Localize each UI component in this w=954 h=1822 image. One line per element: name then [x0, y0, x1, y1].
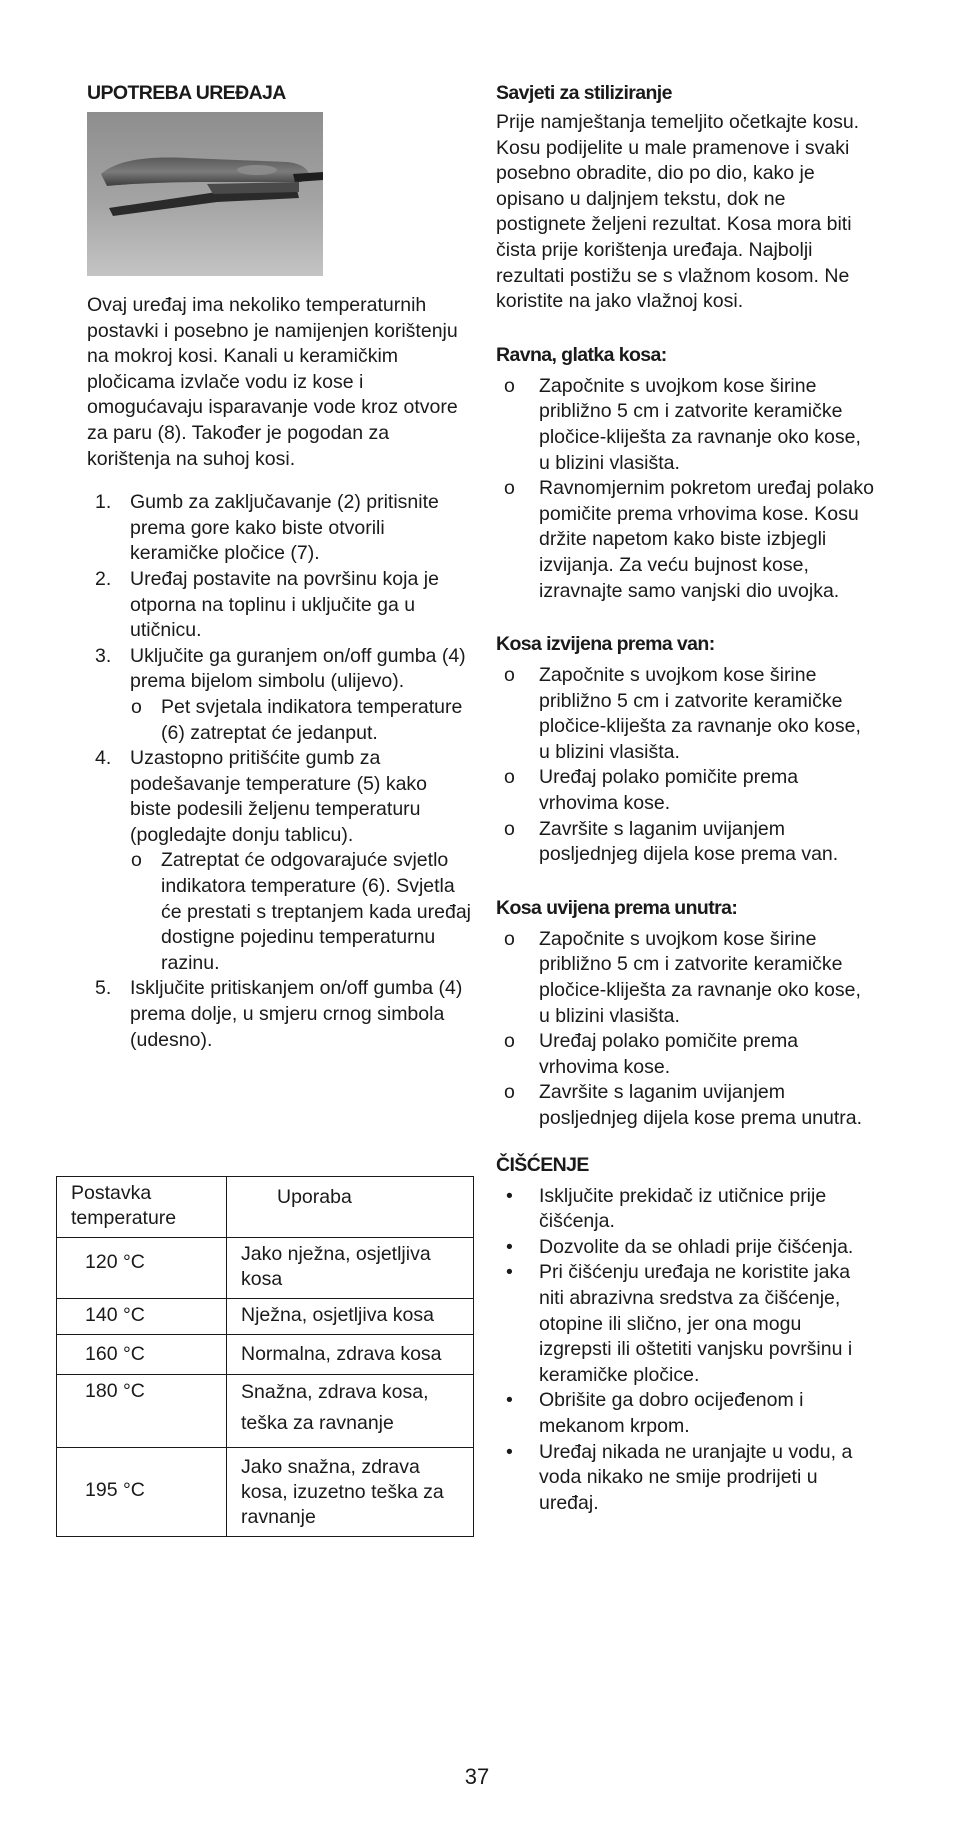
section-heading-usage: UPOTREBA UREĐAJA — [87, 82, 286, 104]
step-number: 5. — [95, 977, 112, 1000]
list-text: Obrišite ga dobro ocijeđenom i mekanom krpom. — [539, 1389, 804, 1437]
straight-hair-list — [496, 374, 876, 604]
list-item — [496, 1080, 876, 1131]
outward-curl-list — [496, 663, 876, 868]
list-marker: o — [504, 766, 515, 789]
step-number: 2. — [95, 567, 112, 590]
list-item — [496, 1260, 876, 1388]
list-item — [87, 490, 472, 567]
bullet-marker: • — [506, 1235, 513, 1258]
section-heading-cleaning: ČIŠĆENJE — [496, 1153, 589, 1176]
sub-marker: o — [131, 849, 142, 872]
list-item — [496, 1440, 876, 1517]
list-item — [496, 663, 876, 765]
list-text: Uređaj polako pomičite prema vrhovima kose. — [539, 766, 799, 815]
list-item — [87, 746, 472, 976]
list-item — [496, 765, 876, 816]
list-item — [496, 1029, 876, 1080]
table-cell: Jako nježna, osjetljiva kosa — [227, 1238, 474, 1299]
styling-tips-paragraph: Prije namještanja temeljito očetkajte kosu. Kosu podijelite u male pramenove i svaki posebno obradite, dio po dio, kako je opisano u daljnjem tekstu, dok ne postignete željeni rezultat. Kosa mora biti čista prije korištenja uređaja. Najbolji rezultati postižu se s vlažnom kosom. Ne koristite na jako vlažnoj kosi. — [496, 111, 860, 313]
list-text: Započnite s uvojkom kose širine približno 5 cm i zatvorite keramičke pločice-kliješta za ravnanje oko kose, u blizini vlasišta. — [539, 374, 861, 474]
list-item — [130, 695, 472, 746]
section-heading-styling-tips: Savjeti za stiliziranje — [496, 82, 672, 104]
list-marker: o — [504, 927, 515, 950]
right-column — [496, 80, 876, 1516]
intro-paragraph: Ovaj uređaj ima nekoliko temperaturnih postavki i posebno je namijenjen korištenju na mokroj kosi. Kanali u keramičkim pločicama izvlače vodu iz kose i omogućavaju isparavanje vode kroz otvore za paru (8). Također je pogodan za korištenja na suhoj kosi. — [87, 294, 458, 470]
list-text: Započnite s uvojkom kose širine približno 5 cm i zatvorite keramičke pločice-kliješta za ravnanje oko kose, u blizini vlasišta. — [539, 927, 861, 1027]
list-item — [496, 1184, 876, 1235]
sub-text: Pet svjetala indikatora temperature (6) zatreptat će jedanput. — [161, 695, 463, 744]
list-item — [496, 927, 876, 1029]
table-cell: 120 °C — [57, 1238, 227, 1299]
table-row — [57, 1375, 474, 1448]
list-text: Započnite s uvojkom kose širine približno 5 cm i zatvorite keramičke pločice-kliješta za ravnanje oko kose, u blizini vlasišta. — [539, 664, 861, 763]
table-cell: Nježna, osjetljiva kosa — [227, 1299, 474, 1335]
table-cell: Normalna, zdrava kosa — [227, 1335, 474, 1375]
list-item — [496, 1388, 876, 1439]
list-text: Dozvolite da se ohladi prije čišćenja. — [539, 1235, 854, 1258]
table-row — [57, 1299, 474, 1335]
step-text: Uzastopno pritišćite gumb za podešavanje temperature (5) kako biste podesili željenu temperaturu (pogledajte donju tablicu). — [130, 747, 428, 846]
left-column — [87, 80, 472, 1053]
step-number: 4. — [95, 747, 112, 770]
table-header-row — [57, 1177, 474, 1238]
step-number: 1. — [95, 491, 112, 514]
list-marker: o — [504, 477, 515, 500]
sub-marker: o — [131, 695, 142, 718]
list-item — [496, 1235, 876, 1261]
section-heading-outward-curl: Kosa izvijena prema van: — [496, 633, 715, 656]
hair-straightener-icon — [87, 112, 323, 276]
list-item — [87, 976, 472, 1053]
inward-curl-list — [496, 927, 876, 1132]
table-row — [57, 1335, 474, 1375]
list-item — [496, 817, 876, 868]
list-text: Uređaj nikada ne uranjajte u vodu, a voda nikako ne smije prodrijeti u uređaj. — [539, 1440, 853, 1514]
table-header-cell: Postavka temperature — [57, 1177, 227, 1238]
list-text: Uređaj polako pomičite prema vrhovima kose. — [539, 1030, 799, 1078]
section-heading-straight-hair: Ravna, glatka kosa: — [496, 343, 667, 366]
step-text: Uređaj postavite na površinu koja je otporna na toplinu i uključite ga u utičnicu. — [130, 567, 439, 642]
bullet-marker: • — [506, 1389, 513, 1412]
list-marker: o — [504, 1081, 515, 1104]
list-marker: o — [504, 664, 515, 687]
sub-text: Zatreptat će odgovarajuće svjetlo indikatora temperature (6). Svjetla će prestati s treptanjem kada uređaj dostigne pojedinu temperaturnu razinu. — [161, 849, 472, 974]
step-text: Isključite pritiskanjem on/off gumba (4) prema dolje, u smjeru crnog simbola (udesno). — [130, 977, 463, 1051]
table-header-cell: Uporaba — [227, 1177, 474, 1238]
table-cell: 180 °C — [57, 1375, 227, 1448]
step-number: 3. — [95, 644, 112, 667]
bullet-marker: • — [506, 1184, 513, 1207]
usage-steps-list — [87, 490, 472, 1053]
page-number: 37 — [464, 1764, 490, 1789]
step-sub-list — [130, 695, 472, 746]
list-text: Pri čišćenju uređaja ne koristite jaka niti abrazivna sredstva za čišćenje, otopine ili slično, jer ona mogu izgrepsti ili oštetiti vanjsku površinu i keramičke pločice. — [539, 1261, 853, 1386]
temperature-table — [56, 1176, 474, 1537]
step-text: Uključite ga guranjem on/off gumba (4) prema bijelom simbolu (ulijevo). — [130, 644, 466, 693]
table-cell: 140 °C — [57, 1299, 227, 1335]
step-sub-list — [130, 848, 472, 976]
list-marker: o — [504, 817, 515, 840]
hair-straightener-photo — [87, 112, 323, 276]
bullet-marker: • — [506, 1261, 513, 1284]
list-text: Završite s laganim uvijanjem posljednjeg dijela kose prema van. — [539, 817, 839, 866]
list-item — [87, 567, 472, 644]
section-heading-inward-curl: Kosa uvijena prema unutra: — [496, 896, 738, 919]
list-text: Ravnomjernim pokretom uređaj polako pomičite prema vrhovima kose. Kosu držite napetom kako biste izbjegli izvijanja. Za veću bujnost kose, izravnajte samo vanjski dio uvojka. — [539, 477, 874, 602]
table-cell: 160 °C — [57, 1335, 227, 1375]
list-item — [496, 476, 876, 604]
list-item — [130, 848, 472, 976]
table-cell: Jako snažna, zdrava kosa, izuzetno teška za ravnanje — [227, 1448, 474, 1537]
table-row — [57, 1238, 474, 1299]
step-text: Gumb za zaključavanje (2) pritisnite prema gore kako biste otvorili keramičke pločice (7). — [130, 491, 439, 565]
list-marker: o — [504, 374, 515, 397]
list-text: Završite s laganim uvijanjem posljednjeg dijela kose prema unutra. — [539, 1081, 863, 1129]
list-item — [87, 644, 472, 746]
table-row — [57, 1448, 474, 1537]
list-text: Isključite prekidač iz utičnice prije čišćenja. — [539, 1184, 827, 1233]
table-cell: Snažna, zdrava kosa, teška za ravnanje — [227, 1375, 474, 1448]
list-item — [496, 374, 876, 476]
cleaning-list — [496, 1184, 876, 1517]
table-cell: 195 °C — [57, 1448, 227, 1537]
list-marker: o — [504, 1030, 515, 1053]
bullet-marker: • — [506, 1440, 513, 1463]
